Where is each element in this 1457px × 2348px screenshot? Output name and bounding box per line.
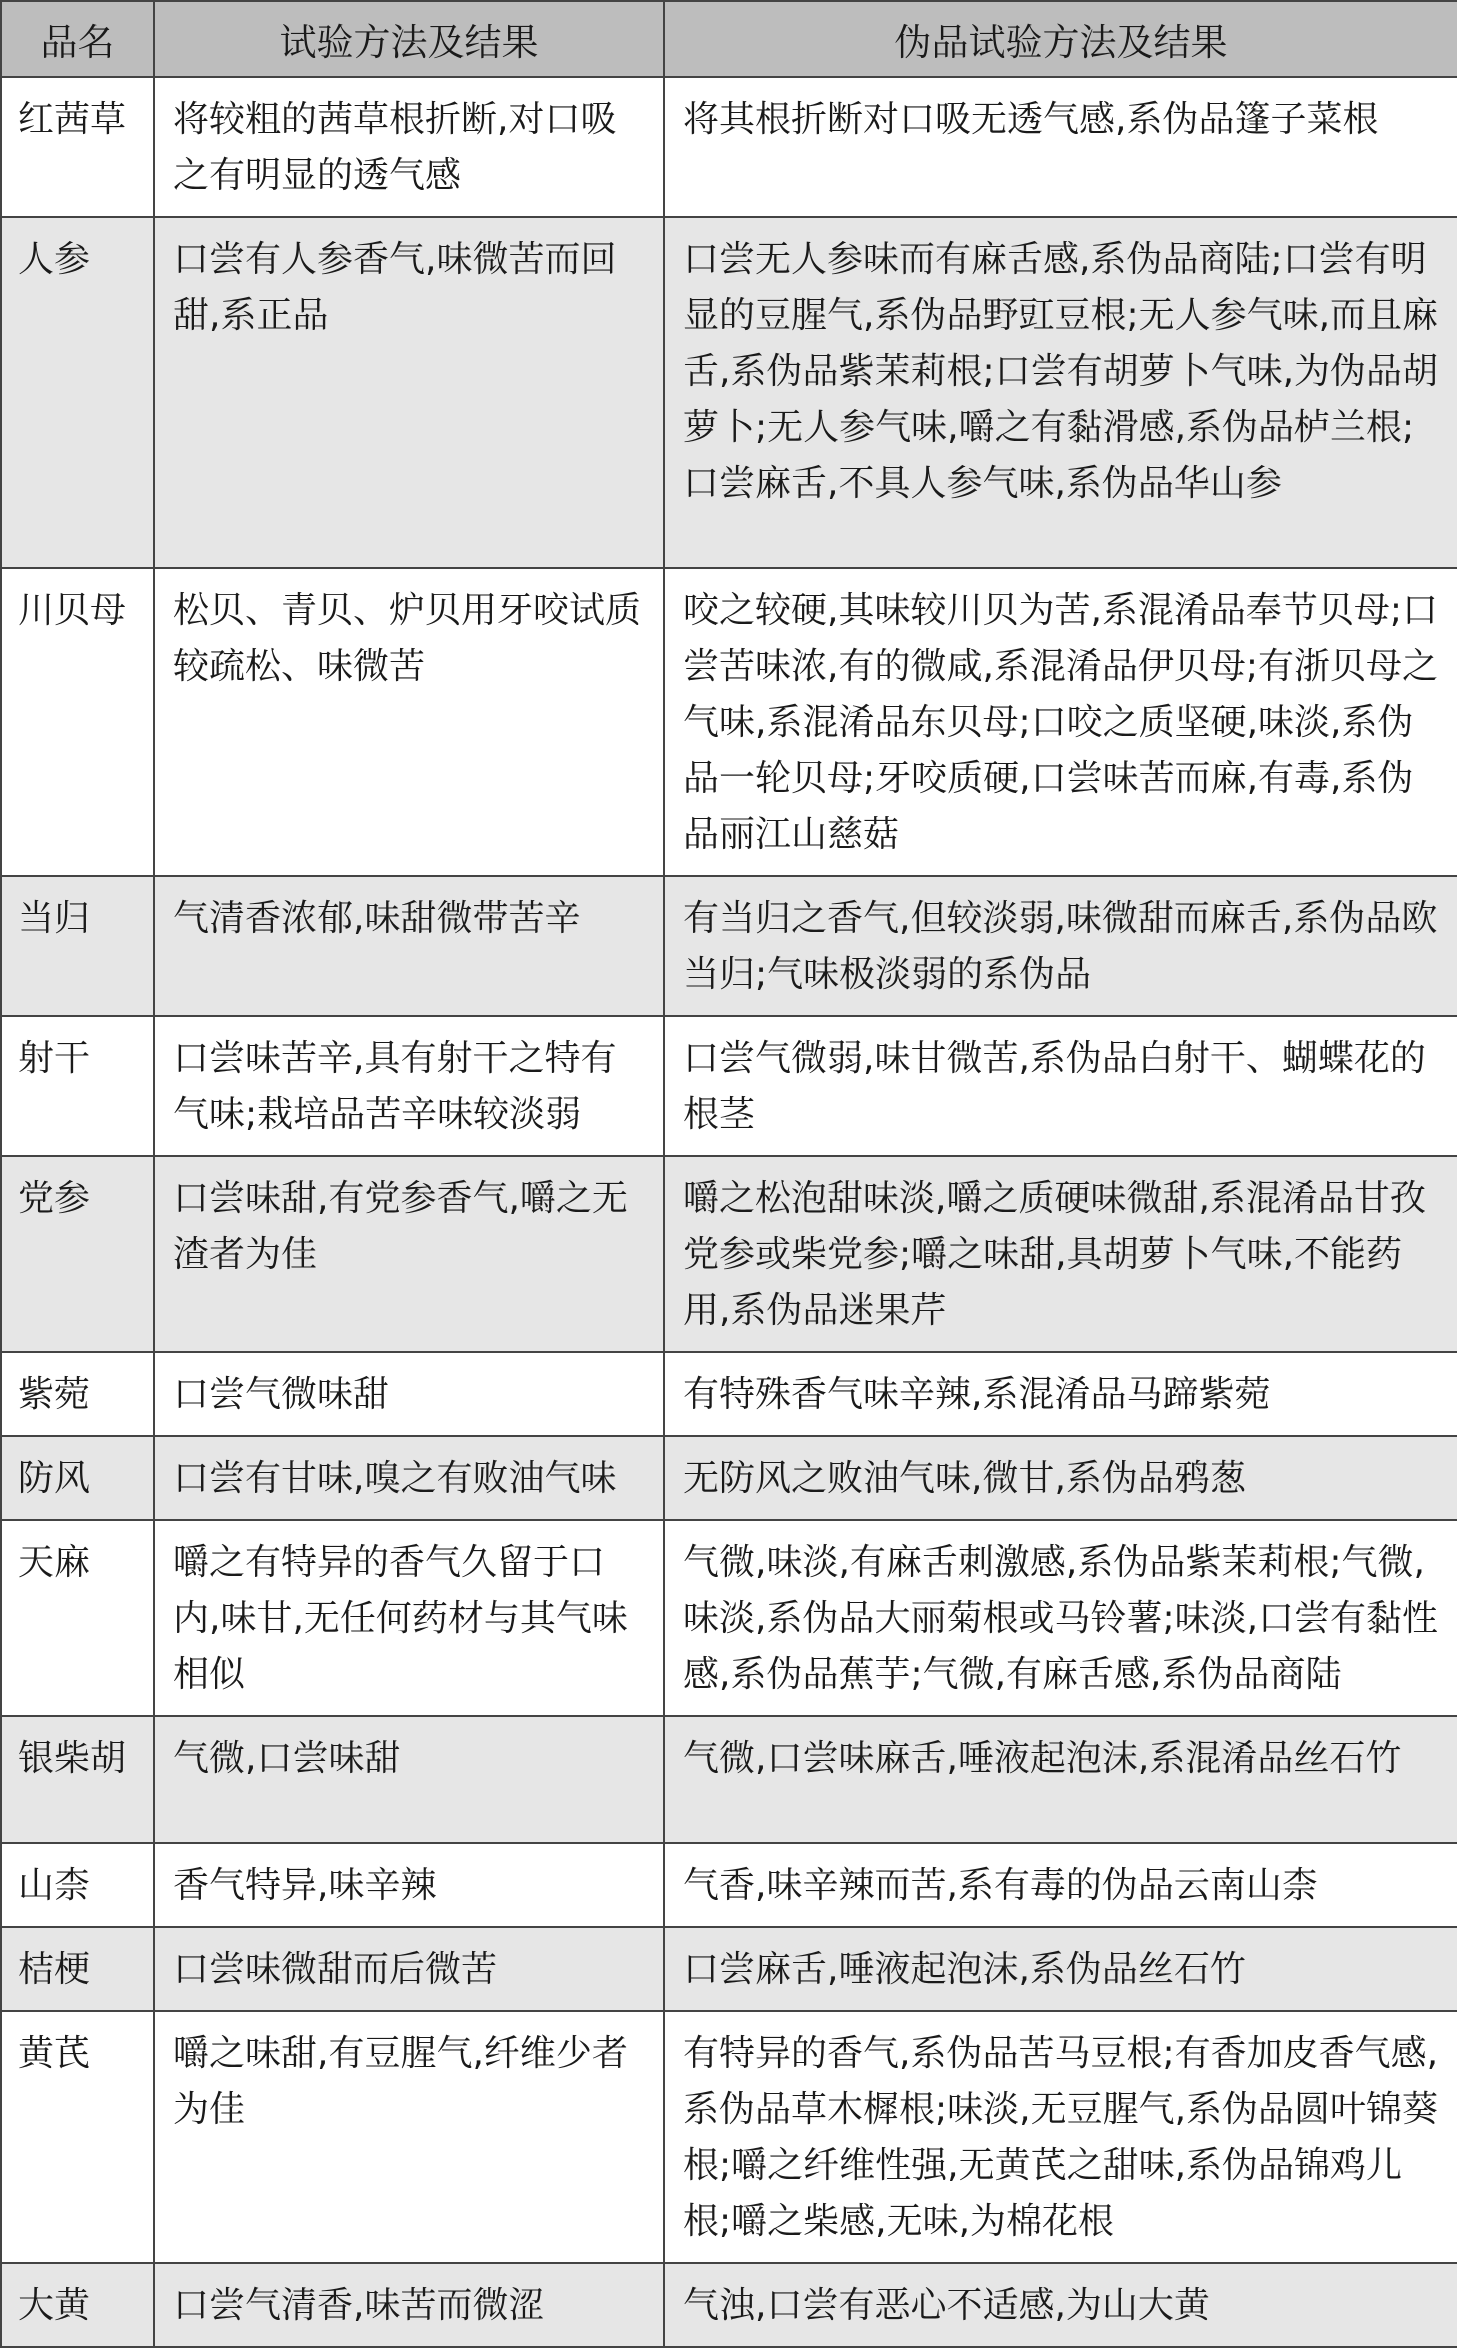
- fake-method: 口尝麻舌,唾液起泡沫,系伪品丝石竹: [664, 1927, 1457, 2011]
- herb-name: 射干: [1, 1016, 154, 1156]
- genuine-method: 口尝有甘味,嗅之有败油气味: [154, 1436, 664, 1520]
- table-row: [1, 1436, 1457, 1520]
- fake-method: 口尝无人参味而有麻舌感,系伪品商陆;口尝有明显的豆腥气,系伪品野豇豆根;无人参气味,而且麻舌,系伪品紫茉莉根;口尝有胡萝卜气味,为伪品胡萝卜;无人参气味,嚼之有黏滑感,系伪品栌兰根;口尝麻舌,不具人参气味,系伪品华山参: [664, 217, 1457, 568]
- table-row: [1, 2263, 1457, 2347]
- table-row: [1, 77, 1457, 217]
- genuine-method: 松贝、青贝、炉贝用牙咬试质较疏松、味微苦: [154, 568, 664, 876]
- table-row: [1, 1156, 1457, 1352]
- genuine-method: 嚼之有特异的香气久留于口内,味甘,无任何药材与其气味相似: [154, 1520, 664, 1716]
- table-row: [1, 1016, 1457, 1156]
- genuine-method: 将较粗的茜草根折断,对口吸之有明显的透气感: [154, 77, 664, 217]
- genuine-method: 口尝有人参香气,味微苦而回甜,系正品: [154, 217, 664, 568]
- fake-method: 无防风之败油气味,微甘,系伪品鸦葱: [664, 1436, 1457, 1520]
- fake-method: 将其根折断对口吸无透气感,系伪品篷子菜根: [664, 77, 1457, 217]
- table-row: [1, 1716, 1457, 1843]
- herb-name: 防风: [1, 1436, 154, 1520]
- genuine-method: 气清香浓郁,味甜微带苦辛: [154, 876, 664, 1016]
- table-header-row: [1, 1, 1457, 77]
- herb-name: 银柴胡: [1, 1716, 154, 1843]
- herb-name: 党参: [1, 1156, 154, 1352]
- herb-name: 山柰: [1, 1843, 154, 1927]
- table-row: [1, 568, 1457, 876]
- genuine-method: 香气特异,味辛辣: [154, 1843, 664, 1927]
- herb-name: 红茜草: [1, 77, 154, 217]
- fake-method: 有特殊香气味辛辣,系混淆品马蹄紫菀: [664, 1352, 1457, 1436]
- herb-name: 川贝母: [1, 568, 154, 876]
- table-row: [1, 876, 1457, 1016]
- fake-method: 气微,味淡,有麻舌刺激感,系伪品紫茉莉根;气微,味淡,系伪品大丽菊根或马铃薯;味淡,口尝有黏性感,系伪品蕉芋;气微,有麻舌感,系伪品商陆: [664, 1520, 1457, 1716]
- herb-name: 桔梗: [1, 1927, 154, 2011]
- header-name: 品名: [1, 1, 154, 77]
- fake-method: 气微,口尝味麻舌,唾液起泡沫,系混淆品丝石竹: [664, 1716, 1457, 1843]
- genuine-method: 口尝气清香,味苦而微涩: [154, 2263, 664, 2347]
- herb-name: 当归: [1, 876, 154, 1016]
- fake-method: 嚼之松泡甜味淡,嚼之质硬味微甜,系混淆品甘孜党参或柴党参;嚼之味甜,具胡萝卜气味,不能药用,系伪品迷果芹: [664, 1156, 1457, 1352]
- genuine-method: 气微,口尝味甜: [154, 1716, 664, 1843]
- fake-method: 口尝气微弱,味甘微苦,系伪品白射干、蝴蝶花的根茎: [664, 1016, 1457, 1156]
- table-row: [1, 217, 1457, 568]
- table-row: [1, 1520, 1457, 1716]
- genuine-method: 口尝味甜,有党参香气,嚼之无渣者为佳: [154, 1156, 664, 1352]
- table-row: [1, 2011, 1457, 2263]
- fake-method: 气浊,口尝有恶心不适感,为山大黄: [664, 2263, 1457, 2347]
- table-row: [1, 1843, 1457, 1927]
- herb-name: 紫菀: [1, 1352, 154, 1436]
- genuine-method: 口尝气微味甜: [154, 1352, 664, 1436]
- fake-method: 气香,味辛辣而苦,系有毒的伪品云南山柰: [664, 1843, 1457, 1927]
- fake-method: 有特异的香气,系伪品苦马豆根;有香加皮香气感,系伪品草木樨根;味淡,无豆腥气,系伪品圆叶锦葵根;嚼之纤维性强,无黄芪之甜味,系伪品锦鸡儿根;嚼之柴感,无味,为棉花根: [664, 2011, 1457, 2263]
- herb-name: 人参: [1, 217, 154, 568]
- genuine-method: 嚼之味甜,有豆腥气,纤维少者为佳: [154, 2011, 664, 2263]
- fake-method: 咬之较硬,其味较川贝为苦,系混淆品奉节贝母;口尝苦味浓,有的微咸,系混淆品伊贝母;有浙贝母之气味,系混淆品东贝母;口咬之质坚硬,味淡,系伪品一轮贝母;牙咬质硬,口尝味苦而麻,有毒,系伪品丽江山慈菇: [664, 568, 1457, 876]
- genuine-method: 口尝味苦辛,具有射干之特有气味;栽培品苦辛味较淡弱: [154, 1016, 664, 1156]
- herb-name: 天麻: [1, 1520, 154, 1716]
- genuine-method: 口尝味微甜而后微苦: [154, 1927, 664, 2011]
- table-row: [1, 1927, 1457, 2011]
- header-method: 试验方法及结果: [154, 1, 664, 77]
- fake-method: 有当归之香气,但较淡弱,味微甜而麻舌,系伪品欧当归;气味极淡弱的系伪品: [664, 876, 1457, 1016]
- herb-name: 大黄: [1, 2263, 154, 2347]
- herb-name: 黄芪: [1, 2011, 154, 2263]
- table-row: [1, 1352, 1457, 1436]
- header-fake: 伪品试验方法及结果: [664, 1, 1457, 77]
